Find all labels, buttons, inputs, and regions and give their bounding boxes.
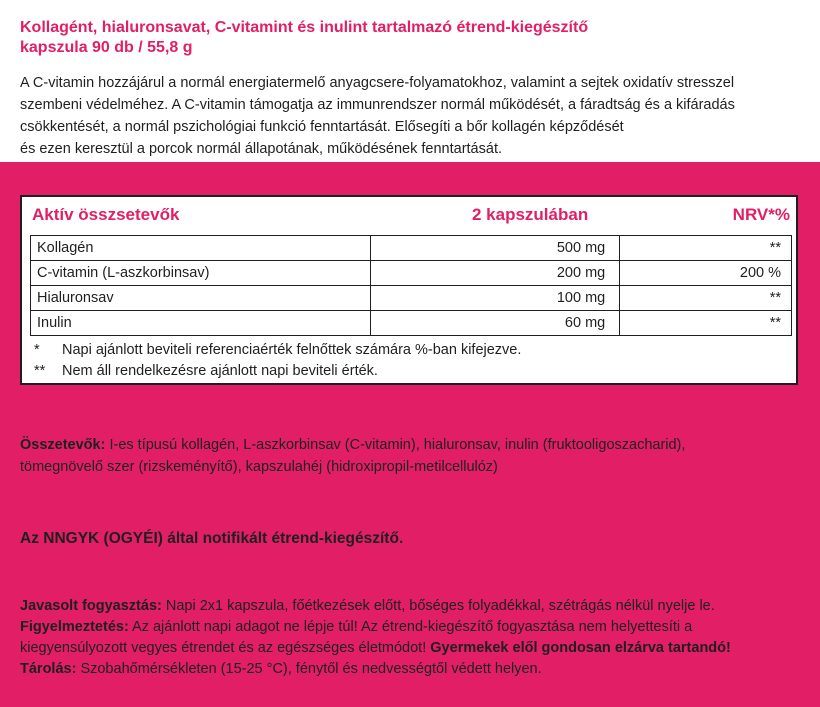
intro-text bbox=[20, 72, 810, 160]
ingredient-nrv: ** bbox=[620, 286, 792, 311]
ingredient-amount: 200 mg bbox=[370, 261, 620, 286]
storage-label: Tárolás: bbox=[20, 661, 77, 677]
footnote-text: Napi ajánlott beviteli referenciaérték felnőttek számára %-ban kifejezve. bbox=[62, 342, 522, 358]
storage-text: Szobahőmérsékleten (15-25 °C), fénytől és nedvességtől védett helyen. bbox=[76, 661, 542, 677]
ingredient-amount: 100 mg bbox=[370, 286, 620, 311]
table-row bbox=[31, 261, 792, 286]
usage-section bbox=[20, 596, 810, 680]
intro-line: és ezen keresztül a porcok normál állapotának, működésének fenntartását. bbox=[20, 141, 502, 157]
warning-line-2 bbox=[20, 638, 810, 659]
ingredient-nrv: 200 % bbox=[620, 261, 792, 286]
warning-bold-text: Gyermekek elől gondosan elzárva tartandó! bbox=[430, 640, 731, 656]
footnote-mark: * bbox=[34, 342, 40, 358]
header-per-2-capsules: 2 kapszulában bbox=[472, 205, 589, 224]
notification-statement: Az NNGYK (OGYÉI) által notifikált étrend-kiegészítő. bbox=[20, 530, 404, 547]
warning-label: Figyelmeztetés: bbox=[20, 619, 129, 635]
ingredients-section bbox=[20, 434, 810, 478]
title-line-2: kapszula 90 db / 55,8 g bbox=[20, 39, 193, 56]
nutrition-box bbox=[20, 195, 798, 385]
ingredient-name: C-vitamin (L-aszkorbinsav) bbox=[31, 261, 371, 286]
dosage-text: Napi 2x1 kapszula, főétkezések előtt, bőséges folyadékkal, szétrágás nélkül nyelje le. bbox=[161, 598, 715, 614]
ingredient-nrv: ** bbox=[620, 236, 792, 261]
intro-line: csökkentését, a normál pszichológiai funkció fenntartását. Elősegíti a bőr kollagén képződését bbox=[20, 119, 624, 135]
ingredient-name: Kollagén bbox=[31, 236, 371, 261]
ingredients-text: I-es típusú kollagén, L-aszkorbinsav (C-vitamin), hialuronsav, inulin (fruktooligoszacharid), bbox=[105, 437, 686, 453]
footnotes bbox=[34, 340, 521, 382]
footnote bbox=[34, 340, 521, 361]
ingredient-amount: 60 mg bbox=[370, 311, 620, 336]
dosage-line bbox=[20, 596, 810, 617]
warning-text: kiegyensúlyozott vegyes étrendet és az egészséges életmódot! bbox=[20, 640, 431, 656]
dosage-label: Javasolt fogyasztás: bbox=[20, 598, 162, 614]
footnote-text: Nem áll rendelkezésre ajánlott napi beviteli érték. bbox=[62, 363, 378, 379]
table-row bbox=[31, 311, 792, 336]
table-row bbox=[31, 236, 792, 261]
warning-text: Az ajánlott napi adagot ne lépje túl! Az étrend-kiegészítő fogyasztása nem helyettesíti a bbox=[128, 619, 693, 635]
title-line-1: Kollagént, hialuronsavat, C-vitamint és inulint tartalmazó étrend-kiegészítő bbox=[20, 19, 589, 36]
warning-line-1 bbox=[20, 617, 810, 638]
storage-line bbox=[20, 659, 810, 680]
ingredients-label: Összetevők: bbox=[20, 437, 106, 453]
product-title bbox=[20, 18, 810, 58]
table-row bbox=[31, 286, 792, 311]
intro-line: A C-vitamin hozzájárul a normál energiatermelő anyagcsere-folyamatokhoz, valamint a sejtek oxidatív stresszel bbox=[20, 75, 735, 91]
ingredients-line-2: tömegnövelő szer (rizskeményítő), kapszulahéj (hidroxipropil-metilcellulóz) bbox=[20, 459, 498, 475]
header-nrv: NRV*% bbox=[732, 205, 790, 224]
ingredient-nrv: ** bbox=[620, 311, 792, 336]
header-active-ingredients: Aktív összsetevők bbox=[32, 205, 180, 224]
footnote bbox=[34, 361, 521, 382]
ingredient-amount: 500 mg bbox=[370, 236, 620, 261]
nutrition-table bbox=[30, 235, 792, 336]
ingredients-line-1 bbox=[20, 434, 810, 456]
intro-line: szembeni védelméhez. A C-vitamin támogatja az immunrendszer normál működését, a fáradtság és a kifáradás bbox=[20, 97, 735, 113]
ingredient-name: Inulin bbox=[31, 311, 371, 336]
nutrition-header bbox=[32, 205, 790, 229]
ingredient-name: Hialuronsav bbox=[31, 286, 371, 311]
footnote-mark: ** bbox=[34, 363, 46, 379]
